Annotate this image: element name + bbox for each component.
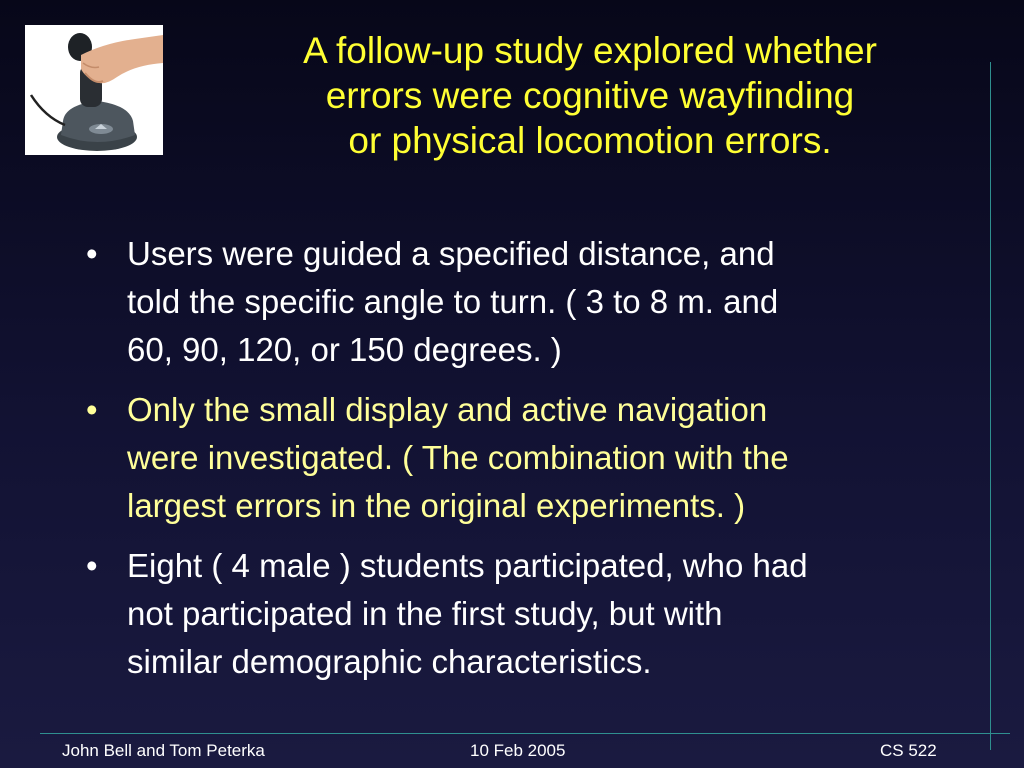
- footer-date: 10 Feb 2005: [470, 741, 566, 760]
- bullet-list: [86, 230, 966, 698]
- footer-rule: [40, 733, 1010, 734]
- vertical-rule: [990, 62, 991, 750]
- bullet-line: told the specific angle to turn. ( 3 to 8 m. and: [127, 283, 779, 320]
- bullet-line: Only the small display and active navigation: [127, 391, 768, 428]
- slide-title: [210, 28, 970, 163]
- bullet-item-guided-distance: [86, 230, 966, 374]
- joystick-icon: [25, 25, 163, 155]
- bullet-line: not participated in the first study, but with: [127, 595, 723, 632]
- footer-authors: John Bell and Tom Peterka: [62, 741, 265, 760]
- bullet-marker: •: [86, 391, 98, 428]
- bullet-line: 60, 90, 120, or 150 degrees. ): [127, 331, 562, 368]
- bullet-marker: •: [86, 235, 98, 272]
- footer-course: CS 522: [880, 741, 937, 760]
- bullet-line: largest errors in the original experiments. ): [127, 487, 746, 524]
- title-line-2: errors were cognitive wayfinding: [325, 75, 855, 116]
- bullet-item-participants: [86, 542, 966, 686]
- title-line-1: A follow-up study explored whether: [303, 30, 877, 71]
- bullet-line: similar demographic characteristics.: [127, 643, 652, 680]
- bullet-line: Eight ( 4 male ) students participated, who had: [127, 547, 808, 584]
- joystick-photo: [25, 25, 163, 155]
- title-line-3: or physical locomotion errors.: [348, 120, 832, 161]
- bullet-marker: •: [86, 547, 98, 584]
- bullet-item-small-display: [86, 386, 966, 530]
- bullet-line: were investigated. ( The combination with the: [127, 439, 789, 476]
- bullet-line: Users were guided a specified distance, and: [127, 235, 775, 272]
